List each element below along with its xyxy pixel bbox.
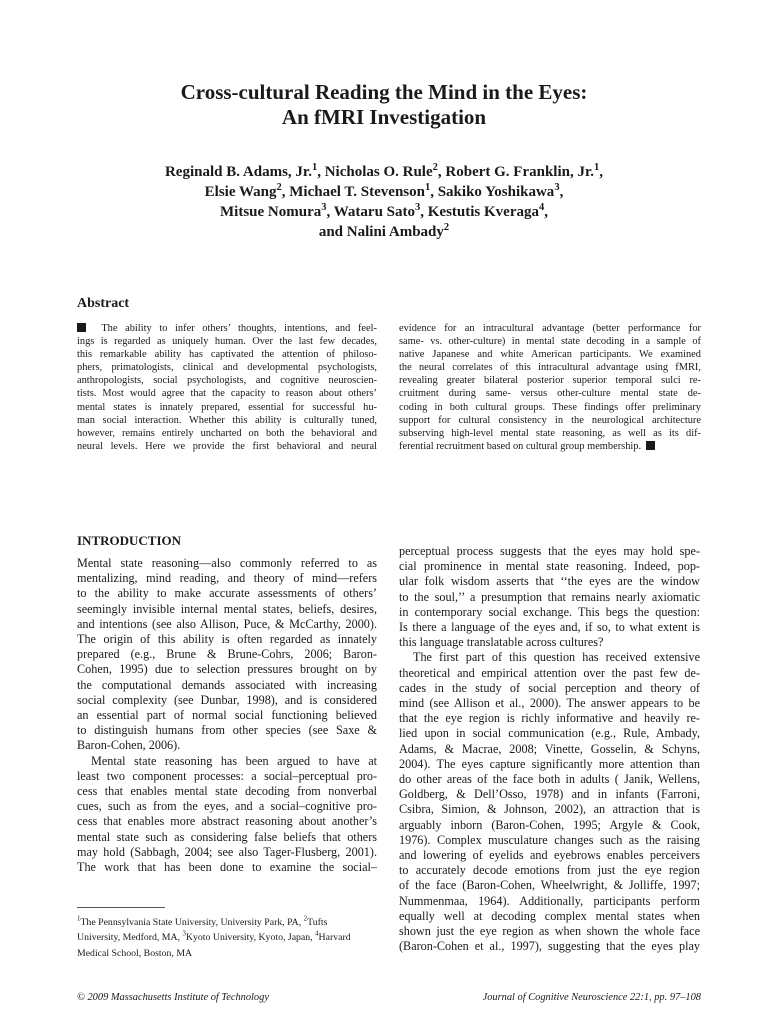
text-line [77, 769, 377, 784]
text-line [399, 894, 700, 909]
author-name: Mitsue Nomura [220, 204, 322, 220]
affiliation-marker: 2 [432, 162, 438, 173]
affiliations-footnote [77, 915, 379, 961]
line-text: cues, such as from the eyes, and a social–cognitive pro- [77, 799, 377, 814]
line-text: ular folk wisdom asserts that ‘‘the eyes are the window [399, 574, 700, 589]
text-line [77, 754, 377, 769]
text-line [77, 860, 377, 875]
line-text: least two component processes: a social–perceptual pro- [77, 768, 377, 783]
line-text: mental state such as considering false beliefs that others [77, 829, 377, 844]
line-text: this language translatable across cultures? [399, 635, 604, 650]
line-text: arguably inborn (Baron-Cohen, 1995; Argyle & Cook, [399, 817, 700, 832]
line-text: ferential recruitment based on cultural group membership. [399, 440, 642, 452]
text-line [77, 814, 377, 829]
line-text: seemingly invisible internal mental states, beliefs, desires, [77, 601, 377, 616]
text-line [399, 620, 700, 635]
text-line [399, 863, 700, 878]
line-text: tists. Most would agree that the capacity to reason about others’ [77, 388, 377, 400]
affiliation-marker: 4 [538, 202, 545, 213]
text-line [77, 440, 377, 453]
affiliation-text: Tufts [307, 917, 328, 928]
line-text: shown just the eye region as when shown the whole face [399, 924, 700, 939]
title-line-2: An fMRI Investigation [281, 105, 487, 129]
text-line [77, 335, 377, 348]
text-line [399, 742, 700, 757]
author-line [0, 162, 768, 182]
text-line [77, 571, 377, 586]
text-line [399, 802, 700, 817]
text-line [77, 387, 377, 400]
line-text: The ability to infer others’ thoughts, intentions, and feel- [101, 323, 377, 334]
text-line [77, 348, 377, 361]
line-text: do other areas of the face both in adults ( Janik, Wellens, [399, 772, 700, 787]
line-text: native Japanese and white American participants. We examined [399, 349, 701, 361]
line-text: The first part of this question has received extensive [413, 650, 700, 665]
line-text: support for cultural consistency in the neurological architecture [399, 414, 701, 426]
line-text: Is there a language of the eyes and, if so, to what extent is [399, 620, 700, 635]
line-text: this remarkable ability has captivated the attention of philoso- [77, 349, 377, 361]
line-text: of the face (Baron-Cohen, Wheelwright, & Jolliffe, 1997; [399, 878, 700, 893]
text-line [399, 335, 701, 348]
text-line [399, 574, 700, 589]
journal-citation-footer: Journal of Cognitive Neuroscience 22:1, pp. 97–108 [482, 992, 701, 1003]
line-text: (Baron-Cohen et al., 1997), suggesting that the eyes play [399, 939, 700, 954]
line-text: subserving high-level mental state reasoning, as well as its dif- [399, 427, 701, 439]
affiliation-text: Kyoto University, Kyoto, Japan, [185, 932, 316, 944]
affiliation-marker: 3 [415, 202, 421, 213]
line-text: cess that enables more abstract reasoning about another’s [77, 814, 377, 829]
line-text: prepared (e.g., Brune & Brune-Cohrs, 2006; Baron- [77, 647, 377, 662]
text-line [399, 361, 701, 374]
author-line [0, 182, 768, 202]
paper-title [0, 80, 768, 130]
text-line [399, 696, 700, 711]
author-name: , Kestutis Kveraga [420, 204, 539, 220]
line-text: Adams, & Macrae, 2008; Vinette, Gosselin, & Schyns, [399, 741, 700, 756]
text-line [399, 833, 700, 848]
line-text: that the eye region is richly informative and heavily re- [399, 711, 700, 726]
line-text: to accurately decode emotions from just the eye region [399, 863, 700, 878]
abstract-left-column [77, 322, 377, 453]
affiliation-marker: 1 [311, 162, 318, 173]
line-text: the neural correlates of this intracultural advantage using fMRI, [399, 362, 701, 374]
line-text: Mental state reasoning—also commonly referred to as [77, 556, 377, 570]
text-line [77, 632, 377, 647]
line-text: The work that has been done to examine the social– [77, 860, 377, 875]
line-text: Csibra, Simion, & Johnson, 2002), an attraction that is [399, 802, 700, 817]
affiliation-marker: 3 [182, 931, 186, 939]
author-name: , [559, 184, 564, 200]
author-name: , [599, 164, 604, 180]
copyright-footer: © 2009 Massachusetts Institute of Technology [77, 992, 269, 1003]
introduction-right-column [399, 544, 700, 954]
abstract-heading: Abstract [77, 296, 130, 311]
affiliation-marker: 2 [443, 222, 450, 233]
line-text: cial prominence in mental state reasoning. Indeed, pop- [399, 559, 700, 574]
line-text: and lowering of eyelids and eyebrows enables perceivers [399, 848, 700, 863]
affiliation-marker: 1 [594, 162, 600, 173]
line-text: man social interaction. Whether this ability is culturally tuned, [77, 414, 377, 426]
text-line [77, 374, 377, 387]
abstract-end-square-icon [646, 441, 655, 450]
text-line [77, 662, 377, 677]
line-text: ings is regarded as uniquely human. Over the last few decades, [77, 336, 377, 348]
line-text: 1976). Complex musculature changes such as the raising [399, 832, 700, 847]
text-line [77, 784, 377, 799]
text-line [399, 666, 700, 681]
author-name: , Nicholas O. Rule [317, 164, 433, 180]
affiliation-marker: 1 [77, 915, 81, 923]
affiliation-text: University, Medford, MA, [77, 932, 183, 944]
text-line [399, 909, 700, 924]
text-line [399, 711, 700, 726]
author-line [0, 202, 768, 222]
line-text: Baron-Cohen, 2006). [77, 738, 181, 753]
author-name: , Robert G. Franklin, Jr. [437, 164, 595, 180]
text-line [77, 708, 377, 723]
text-line [77, 414, 377, 427]
line-text: an essential part of normal social functioning believed [77, 708, 377, 723]
text-line [77, 556, 377, 571]
text-line [399, 848, 700, 863]
text-line [77, 617, 377, 632]
line-text: 2004). The eyes capture significantly more attention than [399, 756, 700, 771]
footnote-line [77, 946, 379, 961]
text-line [399, 401, 701, 414]
text-line [399, 726, 700, 741]
text-line [77, 678, 377, 693]
text-line [399, 374, 701, 387]
line-text: social complexity (see Dunbar, 1998), and is considered [77, 692, 377, 707]
line-text: the computational demands associated with increasing [77, 677, 377, 692]
text-line [77, 693, 377, 708]
text-line [399, 681, 700, 696]
text-line [77, 322, 377, 335]
text-line [399, 818, 700, 833]
text-line [399, 757, 700, 772]
line-text: evidence for an intracultural advantage (better performance for [399, 323, 701, 334]
affiliation-marker: 2 [303, 915, 308, 923]
text-line [399, 544, 700, 559]
text-line [399, 878, 700, 893]
line-text: same- vs. other-culture) in mental state decoding in a sample of [399, 336, 701, 348]
line-text: phers, primatologists, clinical and developmental psychologists, [77, 362, 377, 374]
line-text: however, remains entirely uncharted on both the behavioral and [77, 427, 377, 439]
text-line [399, 924, 700, 939]
text-line [77, 427, 377, 440]
footnote-rule [77, 907, 165, 908]
line-text: Mental state reasoning has been argued to have at [91, 753, 377, 768]
affiliation-marker: 3 [321, 202, 327, 213]
text-line [77, 723, 377, 738]
line-text: Cohen, 1995) due to selection pressures brought on by [77, 662, 377, 677]
text-line [77, 647, 377, 662]
line-text: to the soul,’’ a presumption that remains nearly axiomatic [399, 589, 700, 604]
author-name: , [544, 204, 548, 220]
line-text: cruitment during same- versus other-culture mental state de- [399, 388, 701, 400]
line-text: may hold (Sabbagh, 2004; see also Tager-Flusberg, 2001). [77, 844, 377, 859]
author-list [0, 162, 768, 242]
author-name: , Michael T. Stevenson [281, 184, 425, 200]
affiliation-marker: 2 [276, 182, 282, 193]
text-line [399, 348, 701, 361]
affiliation-marker: 4 [315, 931, 319, 939]
text-line [399, 440, 701, 453]
text-line [399, 322, 701, 335]
text-line [399, 387, 701, 400]
line-text: mind (see Allison et al., 2000). The answer appears to be [399, 696, 700, 711]
text-line [399, 635, 700, 650]
line-text: equally well at decoding complex mental states when [399, 908, 700, 923]
line-text: Goldberg, & Dell’Osso, 1978) and in infants (Farroni, [399, 787, 700, 802]
text-line [77, 845, 377, 860]
affiliation-marker: 1 [424, 182, 431, 193]
text-line [399, 650, 700, 665]
footnote-line [77, 930, 379, 945]
affiliation-text: Medical School, Boston, MA [77, 947, 193, 959]
text-line [77, 586, 377, 601]
author-name: Elsie Wang [204, 184, 277, 200]
line-text: perceptual process suggests that the eyes may hold spe- [399, 544, 700, 558]
line-text: The origin of this ability is often regarded as innately [77, 632, 377, 647]
line-text: coding in both cultural groups. These findings offer preliminary [399, 401, 701, 413]
abstract-start-square-icon [77, 323, 86, 332]
line-text: in contemporary social exchange. This begs the question: [399, 604, 700, 619]
title-line-1: Cross-cultural Reading the Mind in the Eyes: [180, 80, 588, 104]
text-line [399, 559, 700, 574]
line-text: mentalizing, mind reading, and theory of mind—refers [77, 571, 377, 586]
line-text: to distinguish humans from other species (see Saxe & [77, 723, 377, 738]
text-line [77, 799, 377, 814]
abstract-right-column [399, 322, 701, 453]
text-line [399, 590, 700, 605]
line-text: cess that enables mental state decoding from nonverbal [77, 784, 377, 799]
text-line [399, 787, 700, 802]
text-line [399, 939, 700, 954]
author-name: , Sakiko Yoshikawa [430, 184, 555, 200]
author-line [0, 222, 768, 242]
author-name: Reginald B. Adams, Jr. [164, 164, 312, 180]
affiliation-marker: 3 [554, 182, 560, 193]
line-text: to the ability to make accurate assessments of others’ [77, 586, 377, 601]
line-text: anthropologists, social psychologists, and cognitive neuroscien- [77, 375, 377, 387]
introduction-left-column [77, 556, 377, 875]
text-line [399, 414, 701, 427]
text-line [77, 602, 377, 617]
introduction-heading: INTRODUCTION [77, 533, 182, 548]
text-line [77, 401, 377, 414]
affiliation-text: The Pennsylvania State University, University Park, PA, [80, 917, 304, 928]
author-name: , Wataru Sato [326, 204, 415, 220]
author-name: and Nalini Ambady [318, 224, 444, 240]
line-text: and intentions (see also Allison, Puce, & McCarthy, 2000). [77, 616, 377, 631]
affiliation-text: Harvard [318, 932, 351, 944]
line-text: cades in the study of social perception and theory of [399, 680, 700, 695]
text-line [399, 427, 701, 440]
text-line [77, 830, 377, 845]
line-text: revealing greater bilateral posterior superior temporal sulci re- [399, 375, 701, 387]
footnote-line [77, 915, 379, 930]
line-text: theoretical and empirical attention over the past few de- [399, 665, 700, 680]
line-text: Nummenmaa, 1964). Additionally, participants perform [399, 893, 700, 908]
text-line [399, 605, 700, 620]
line-text: lied upon in social communication (e.g., Rule, Ambady, [399, 726, 700, 741]
text-line [77, 738, 377, 753]
line-text: mental states is innately prepared, essential for successful hu- [77, 401, 377, 413]
text-line [399, 772, 700, 787]
line-text: neural levels. Here we provide the first behavioral and neural [77, 440, 377, 452]
text-line [77, 361, 377, 374]
